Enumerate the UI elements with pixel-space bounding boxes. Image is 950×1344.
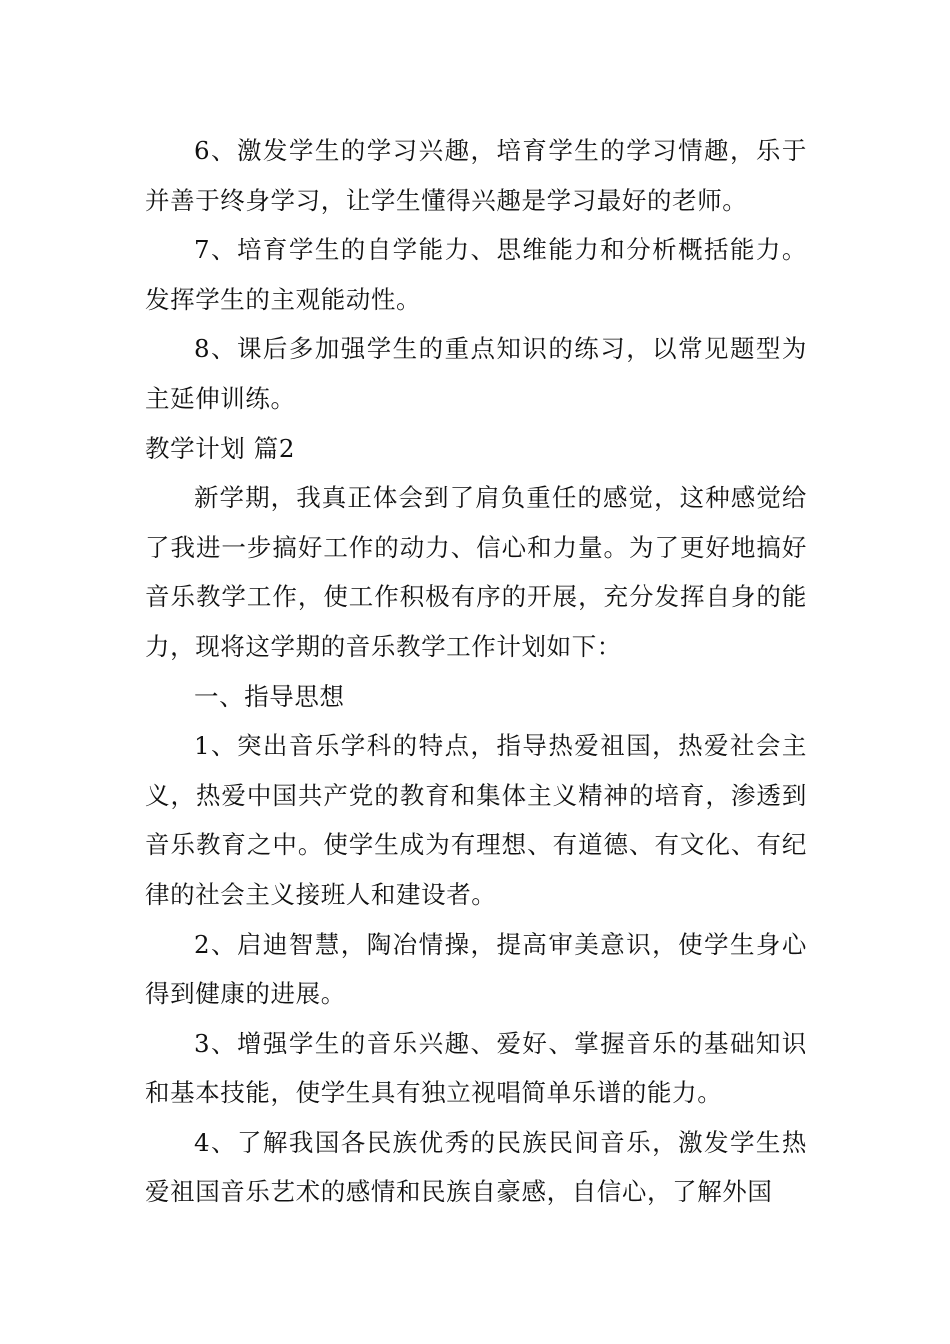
guideline-item-2: 2、启迪智慧，陶冶情操，提高审美意识，使学生身心得到健康的进展。: [145, 929, 807, 1009]
paragraph-item-6: 6、激发学生的学习兴趣，培育学生的学习情趣，乐于并善于终身学习，让学生懂得兴趣是学习最好的老师。: [145, 136, 807, 215]
guideline-item-4: 4、了解我国各民族优秀的民族民间音乐，激发学生热爱祖国音乐艺术的感情和民族自豪感，自信心，了解外国: [145, 1127, 807, 1207]
section-heading: 教学计划 篇2: [145, 433, 296, 463]
guideline-item-1: 1、突出音乐学科的特点，指导热爱祖国，热爱社会主义，热爱中国共产党的教育和集体主义精神的培育，渗透到音乐教育之中。使学生成为有理想、有道德、有文化、有纪律的社会主义接班人和建设者。: [145, 731, 807, 909]
intro-paragraph: 新学期，我真正体会到了肩负重任的感觉，这种感觉给了我进一步搞好工作的动力、信心和力量。为了更好地搞好音乐教学工作，使工作积极有序的开展，充分发挥自身的能力，现将这学期的音乐教学工作计划如下：: [145, 483, 807, 661]
subsection-title: 一、指导思想: [194, 681, 345, 711]
paragraph-item-7: 7、培育学生的自学能力、思维能力和分析概括能力。发挥学生的主观能动性。: [145, 235, 807, 314]
document-body: [145, 126, 807, 1217]
paragraph-item-8: 8、课后多加强学生的重点知识的练习，以常见题型为主延伸训练。: [145, 334, 807, 413]
guideline-item-3: 3、增强学生的音乐兴趣、爱好、掌握音乐的基础知识和基本技能，使学生具有独立视唱简单乐谱的能力。: [145, 1028, 807, 1108]
